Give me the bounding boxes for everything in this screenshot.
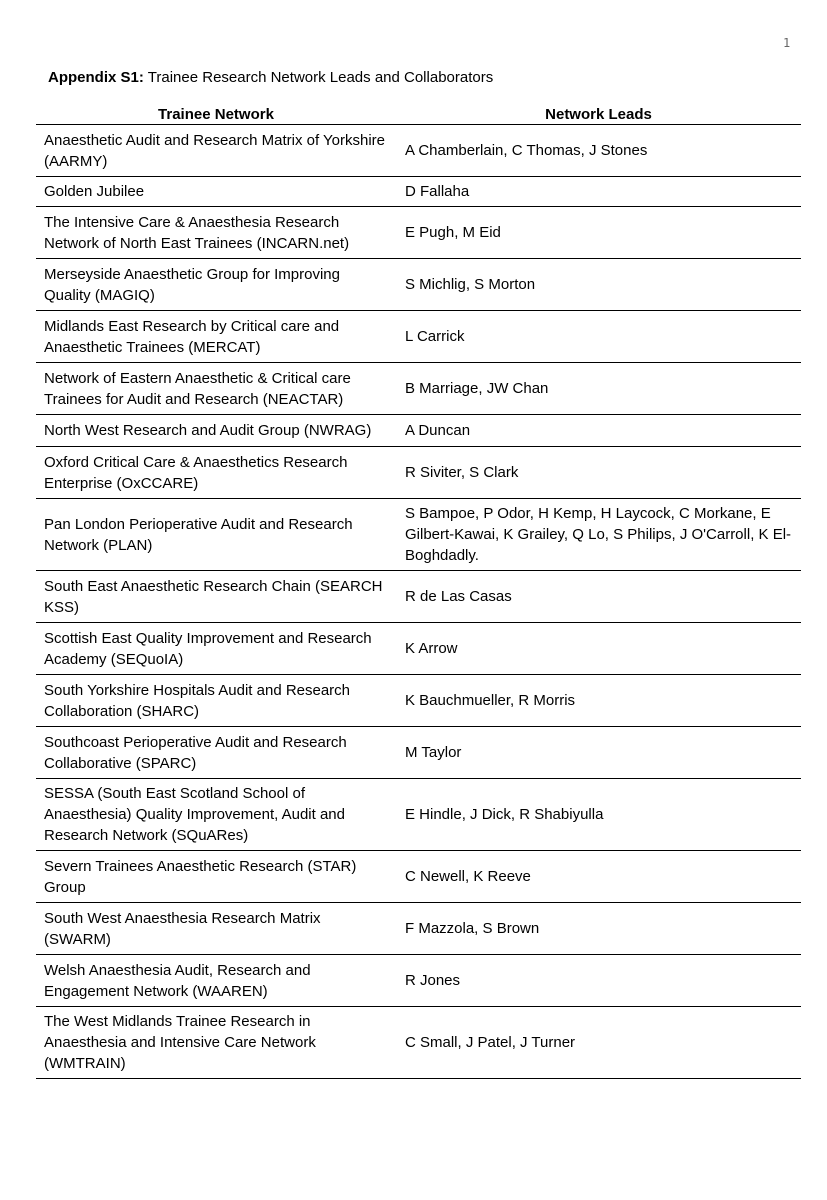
network-name-cell: South East Anaesthetic Research Chain (SEARCH KSS)	[36, 571, 396, 623]
table-row	[36, 955, 801, 1007]
network-leads-cell: E Hindle, J Dick, R Shabiyulla	[396, 779, 801, 851]
network-name-cell: Midlands East Research by Critical care and Anaesthetic Trainees (MERCAT)	[36, 311, 396, 363]
network-leads-cell: D Fallaha	[396, 177, 801, 207]
document-title-text: Trainee Research Network Leads and Collaborators	[147, 69, 494, 86]
page-number: 1	[783, 36, 791, 50]
network-name-cell: Oxford Critical Care & Anaesthetics Research Enterprise (OxCCARE)	[36, 447, 396, 499]
table-row	[36, 851, 801, 903]
table-row	[36, 779, 801, 851]
network-leads-cell: R Siviter, S Clark	[396, 447, 801, 499]
network-leads-cell: E Pugh, M Eid	[396, 207, 801, 259]
table-row	[36, 259, 801, 311]
table-row	[36, 903, 801, 955]
document-title-prefix: Appendix S1:	[48, 69, 144, 86]
table-row	[36, 415, 801, 447]
network-leads-cell: A Duncan	[396, 415, 801, 447]
network-leads-cell: S Michlig, S Morton	[396, 259, 801, 311]
table-row	[36, 363, 801, 415]
table-row	[36, 311, 801, 363]
table-row	[36, 675, 801, 727]
network-leads-cell: M Taylor	[396, 727, 801, 779]
network-leads-cell: C Newell, K Reeve	[396, 851, 801, 903]
network-leads-cell: K Bauchmueller, R Morris	[396, 675, 801, 727]
network-leads-cell: F Mazzola, S Brown	[396, 903, 801, 955]
network-name-cell: Anaesthetic Audit and Research Matrix of Yorkshire (AARMY)	[36, 125, 396, 177]
network-name-cell: Southcoast Perioperative Audit and Research Collaborative (SPARC)	[36, 727, 396, 779]
table-row	[36, 207, 801, 259]
header-network-leads: Network Leads	[396, 104, 801, 125]
network-name-cell: North West Research and Audit Group (NWRAG)	[36, 415, 396, 447]
header-trainee-network: Trainee Network	[36, 104, 396, 125]
network-leads-table-container	[36, 104, 801, 1079]
table-row	[36, 499, 801, 571]
network-leads-cell: B Marriage, JW Chan	[396, 363, 801, 415]
network-leads-cell: R de Las Casas	[396, 571, 801, 623]
network-name-cell: Merseyside Anaesthetic Group for Improving Quality (MAGIQ)	[36, 259, 396, 311]
network-name-cell: South Yorkshire Hospitals Audit and Research Collaboration (SHARC)	[36, 675, 396, 727]
network-leads-cell: A Chamberlain, C Thomas, J Stones	[396, 125, 801, 177]
network-name-cell: Network of Eastern Anaesthetic & Critical care Trainees for Audit and Research (NEACTAR)	[36, 363, 396, 415]
network-leads-table	[36, 104, 801, 1079]
network-name-cell: Pan London Perioperative Audit and Research Network (PLAN)	[36, 499, 396, 571]
network-leads-cell: L Carrick	[396, 311, 801, 363]
network-name-cell: SESSA (South East Scotland School of Anaesthesia) Quality Improvement, Audit and Research Network (SQuARes)	[36, 779, 396, 851]
network-name-cell: South West Anaesthesia Research Matrix (SWARM)	[36, 903, 396, 955]
network-name-cell: Scottish East Quality Improvement and Research Academy (SEQuoIA)	[36, 623, 396, 675]
network-leads-cell: K Arrow	[396, 623, 801, 675]
table-row	[36, 125, 801, 177]
table-row	[36, 571, 801, 623]
network-name-cell: Golden Jubilee	[36, 177, 396, 207]
table-header-row	[36, 104, 801, 125]
table-row	[36, 623, 801, 675]
network-leads-cell: R Jones	[396, 955, 801, 1007]
network-name-cell: The West Midlands Trainee Research in Anaesthesia and Intensive Care Network (WMTRAIN)	[36, 1007, 396, 1079]
table-row	[36, 447, 801, 499]
table-row	[36, 1007, 801, 1079]
network-name-cell: The Intensive Care & Anaesthesia Research Network of North East Trainees (INCARN.net)	[36, 207, 396, 259]
table-row	[36, 727, 801, 779]
network-name-cell: Welsh Anaesthesia Audit, Research and Engagement Network (WAAREN)	[36, 955, 396, 1007]
table-row	[36, 177, 801, 207]
network-leads-cell: C Small, J Patel, J Turner	[396, 1007, 801, 1079]
network-leads-cell: S Bampoe, P Odor, H Kemp, H Laycock, C Morkane, E Gilbert-Kawai, K Grailey, Q Lo, S Philips, J O'Carroll, K El-Boghdadly.	[396, 499, 801, 571]
network-name-cell: Severn Trainees Anaesthetic Research (STAR) Group	[36, 851, 396, 903]
document-title	[48, 68, 493, 88]
